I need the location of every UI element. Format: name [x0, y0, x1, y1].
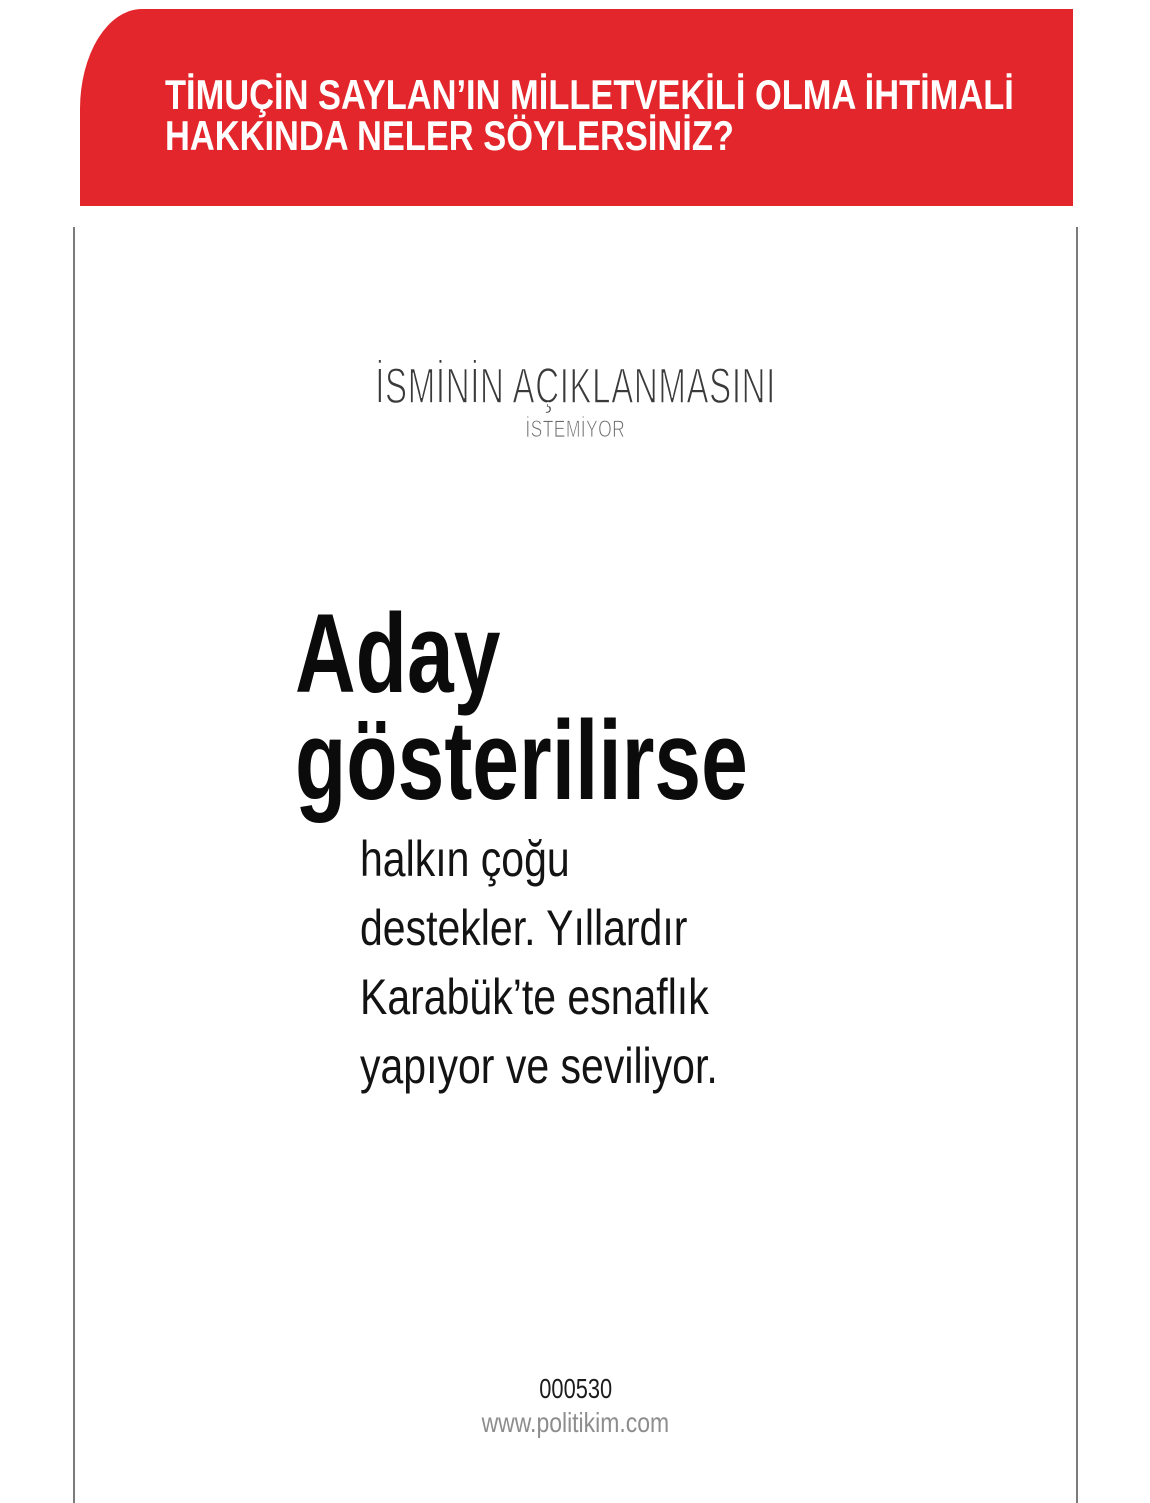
question-text — [165, 71, 1014, 159]
record-code: 000530 — [539, 1373, 612, 1404]
quote-body-line-3: Karabük’te esnaflık — [360, 969, 709, 1025]
quote-body-line-1: halkın çoğu — [360, 831, 570, 887]
quote-headline — [295, 591, 748, 823]
attribution-note: İSTEMİYOR — [525, 416, 626, 443]
footer-code-row — [74, 1375, 1077, 1403]
attribution-row — [74, 358, 1077, 414]
question-line-1: TİMUÇİN SAYLAN’IN MİLLETVEKİLİ OLMA İHTİMALİ — [165, 71, 1014, 118]
attribution-name: İSMİNİN AÇIKLANMASINI — [375, 358, 776, 414]
quote-body — [360, 825, 718, 1101]
quote-body-line-4: yapıyor ve seviliyor. — [360, 1038, 718, 1094]
question-line-2: HAKKINDA NELER SÖYLERSİNİZ? — [165, 112, 734, 159]
quote-headline-line-2: gösterilirse — [295, 698, 748, 823]
question-banner — [80, 9, 1073, 206]
quote-body-line-2: destekler. Yıllardır — [360, 900, 688, 956]
website-url: www.politikim.com — [481, 1407, 670, 1438]
footer-url-row — [74, 1409, 1077, 1437]
attribution-subrow — [74, 418, 1077, 442]
quote-headline-line-1: Aday — [295, 591, 501, 716]
